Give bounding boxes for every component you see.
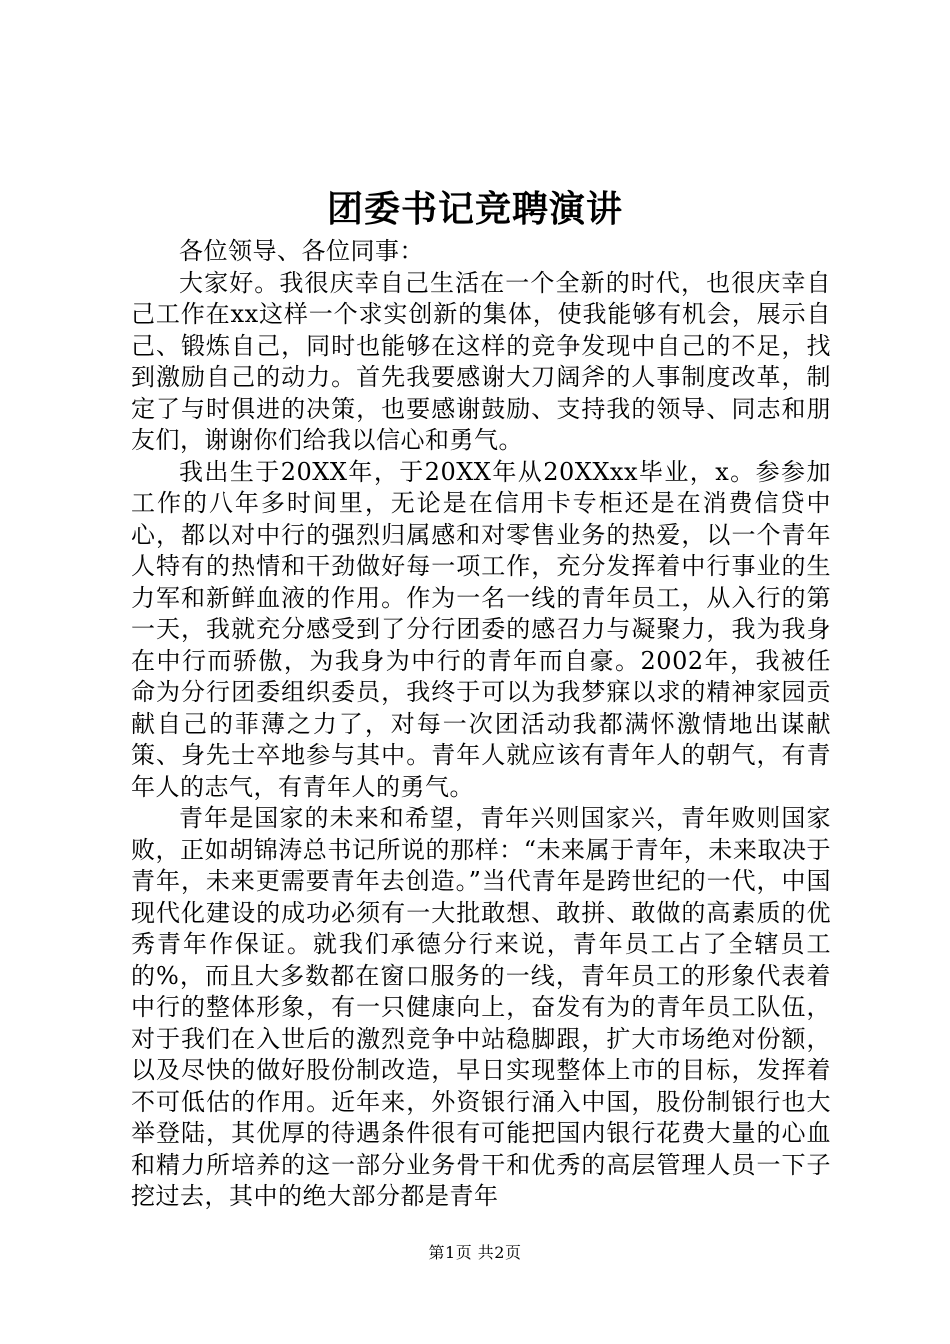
paragraph-1: 大家好。我很庆幸自己生活在一个全新的时代，也很庆幸自己工作在xx这样一个求实创新的集体，使我能够有机会，展示自己、锻炼自己，同时也能够在这样的竞争发现中自己的不足，找到激励自己的动力。首先我要感谢大刀阔斧的人事制度改革，制定了与时俱进的决策，也要感谢鼓励、支持我的领导、同志和朋友们，谢谢你们给我以信心和勇气。 [131,268,831,454]
salutation: 各位领导、各位同事： [179,237,424,265]
paragraph-3: 青年是国家的未来和希望，青年兴则国家兴，青年败则国家败，正如胡锦涛总书记所说的那样：“未来属于青年，未来取决于青年，未来更需要青年去创造。”当代青年是跨世纪的一代，中国现代化建设的成功必须有一大批敢想、敢拼、敢做的高素质的优秀青年作保证。就我们承德分行来说，青年员工占了全辖员工的%，而且大多数都在窗口服务的一线，青年员工的形象代表着中行的整体形象，有一只健康向上，奋发有为的青年员工队伍，对于我们在入世后的激烈竞争中站稳脚跟，扩大市场绝对份额，以及尽快的做好股份制改造，早日实现整体上市的目标，发挥着不可低估的作用。近年来，外资银行涌入中国，股份制银行也大举登陆，其优厚的待遇条件很有可能把国内银行花费大量的心血和精力所培养的这一部分业务骨干和优秀的高层管理人员一下子挖过去，其中的绝大部分都是青年 [131,804,831,1210]
page-footer: 第1页 共2页 [428,1243,522,1262]
paragraph-2: 我出生于20XX年，于20XX年从20XXxx毕业，x。参参加工作的八年多时间里，无论是在信用卡专柜还是在消费信贷中心，都以对中行的强烈归属感和对零售业务的热爱，以一个青年人特有的热情和干劲做好每一项工作，充分发挥着中行事业的生力军和新鲜血液的作用。作为一名一线的青年员工，从入行的第一天，我就充分感受到了分行团委的感召力与凝聚力，我为我身在中行而骄傲，为我身为中行的青年而自豪。2002年，我被任命为分行团委组织委员，我终于可以为我梦寐以求的精神家园贡献自己的菲薄之力了，对每一次团活动我都满怀激情地出谋献策、身先士卒地参与其中。青年人就应该有青年人的朝气，有青年人的志气，有青年人的勇气。 [131,457,831,801]
document-title: 团委书记竞聘演讲 [326,188,623,230]
document-body [131,236,831,1213]
